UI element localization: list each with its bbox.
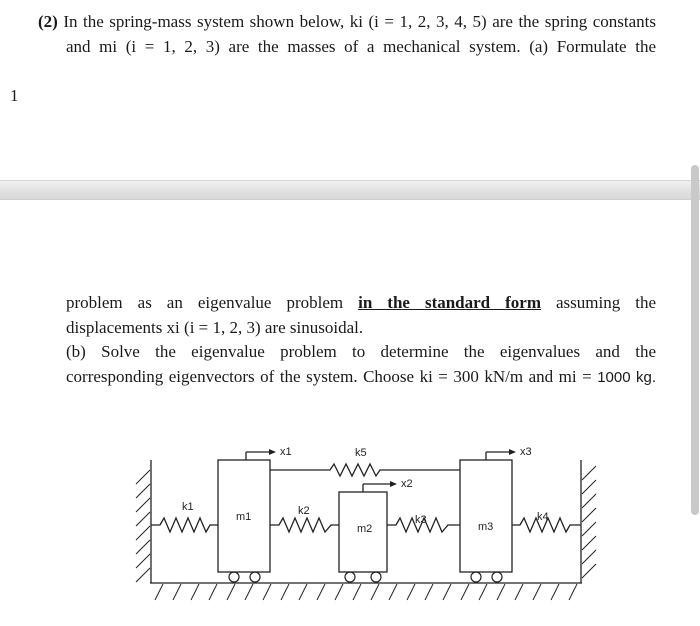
intro-line-2: and mi (i = 1, 2, 3) are the masses of a mechanical system. (a) Formulate the [66, 36, 656, 56]
mass-m3 [460, 460, 512, 572]
intro-line-1: In the spring-mass system shown below, ki (i = 1, 2, 3, 4, 5) are the spring constants [63, 12, 657, 31]
x2-arrow [363, 484, 391, 492]
label-k1: k1 [182, 501, 194, 513]
cont-line-4-pre: corresponding eigenvectors of the system. Choose ki = 300 kN/m and mi = [66, 366, 592, 386]
label-m1: m1 [236, 511, 252, 523]
label-m2: m2 [357, 523, 373, 535]
mass-value: 1000 kg. [597, 368, 657, 386]
spring-k1 [151, 518, 218, 532]
label-k2: k2 [298, 505, 310, 517]
label-x2: x2 [401, 478, 413, 490]
label-x1: x1 [280, 446, 292, 458]
cont-line-1-pre: problem as an eigenvalue problem [66, 293, 344, 312]
cont-line-2: displacements xi (i = 1, 2, 3) are sinusoidal. [66, 317, 364, 337]
cont-line-1-post: assuming the [556, 293, 657, 312]
x3-arrow [486, 452, 510, 460]
left-wall-hatch [136, 470, 150, 582]
label-k5: k5 [355, 447, 367, 459]
problem-number: (2) [38, 12, 58, 31]
standard-form-emphasis: in the standard form [358, 293, 542, 312]
wheels [229, 572, 502, 582]
spring-k5 [270, 464, 460, 476]
label-k3: k3 [415, 514, 427, 526]
label-x3: x3 [520, 446, 532, 458]
right-wall-hatch [582, 466, 596, 578]
x1-arrow [246, 452, 270, 460]
page-number: 1 [10, 86, 19, 105]
label-k4: k4 [537, 511, 549, 523]
spring-k2 [270, 518, 339, 532]
label-m3: m3 [478, 521, 494, 533]
cont-line-3: (b) Solve the eigenvalue problem to determine the eigenvalues and the [66, 342, 656, 361]
ground-hatch [155, 584, 577, 600]
